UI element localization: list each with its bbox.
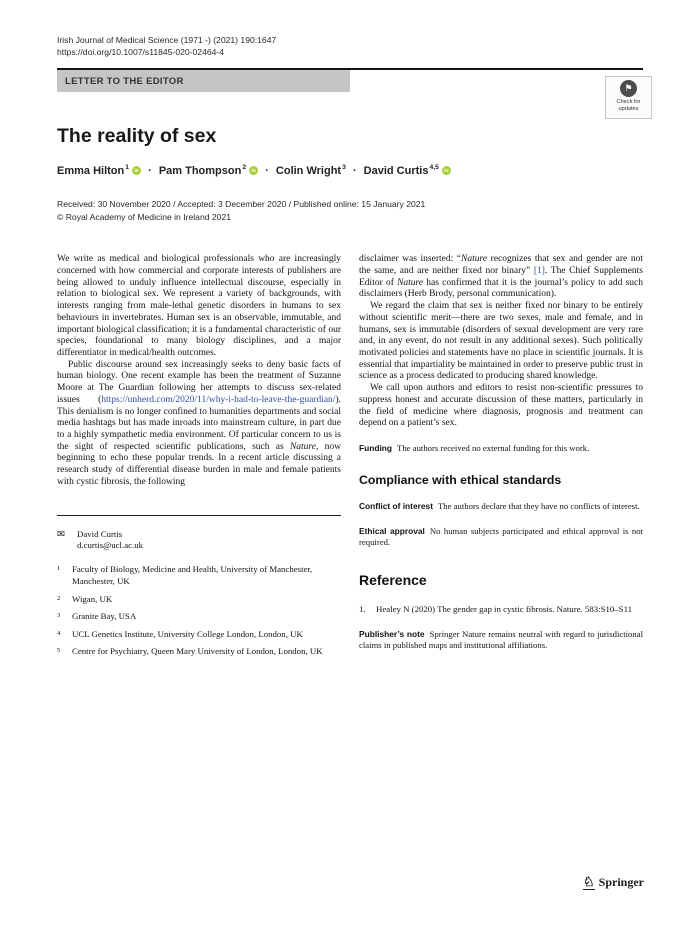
copyright-line: © Royal Academy of Medicine in Ireland 2021 [57,211,232,222]
conflict-of-interest-note: Conflict of interest The authors declare that they have no conflicts of interest. [359,501,640,512]
affiliation-item: 5 Centre for Psychiatry, Queen Mary University of London, London, UK [57,646,323,657]
compliance-heading: Compliance with ethical standards [359,473,562,488]
ethical-approval-note: Ethical approval No human subjects participated and ethical approval is not required. [359,525,643,548]
article-type-banner: LETTER TO THE EDITOR [57,70,350,92]
reference-item: 1. Healey N (2020) The gender gap in cystic fibrosis. Nature. 583:S10–S11 [359,603,633,614]
author-name: Emma Hilton$^1$ iD [57,165,141,177]
affiliation-list [57,564,341,658]
affiliation-item: 1 Faculty of Biology, Medicine and Health, University of Manchester, Manchester, UK [57,564,313,586]
affiliation-item: 4 UCL Genetics Institute, University College London, London, UK [57,628,303,639]
body-paragraph: We call upon authors and editors to resist non-scientific pressures to suppress honest and accurate discussion of these matters, particularly in the field of medicine where diagnosis, prognosis and treatment can depend on a patient’s sex. [359,383,643,429]
orcid-icon[interactable]: iD [249,166,258,175]
body-paragraph: Public discourse around sex increasingly seeks to deny basic facts of human biology. One recent example has been the treatment of Suzanne Moore at The Guardian following her attempts to discuss sex-related issues (https://unherd.com/2020/11/why-i-had-to-leave-the-guardian/). This denialism is no longer confined to humanities departments and social media hashtags but has made inroads into mainstream culture, in part due to a highly sympathetic media environment. Of particular concern to us is the sight of respected scientific publications, such as Nature, now beginning to echo these popular trends. In a recent article discussing a research study of differential disease burden in male and female patients with cystic fibrosis, the following [57,359,341,487]
funding-note: Funding The authors received no external funding for this work. [359,442,590,453]
funding-label: Funding [359,442,393,453]
orcid-icon[interactable]: iD [132,166,141,175]
publisher-note-label: Publisher’s note [359,628,425,639]
left-column [57,254,341,664]
correspondence-block [57,529,341,553]
envelope-icon: ✉ [57,529,65,540]
publisher-note: Publisher’s note Springer Nature remains neutral with regard to jurisdictional claims in published maps and institutional affiliations. [359,628,644,650]
journal-title-line: Irish Journal of Medical Science (1971 -) (2021) 190:1647 [57,35,277,45]
article-body [57,254,643,664]
springer-logo [583,875,644,890]
correspondence-email[interactable]: d.curtis@ucl.ac.uk [77,540,143,551]
bookmark-icon: ⚑ [620,80,637,97]
author-list: Emma Hilton$^1$ iD · Pam Thompson$^2$ iD · Colin Wright$^3$ · David Curtis$^{4,5}$ iD [57,164,643,177]
right-column [359,254,643,664]
publication-dates: Received: 30 November 2020 / Accepted: 3 December 2020 / Published online: 15 January 2021 © Royal Academy of Medicine in Ireland 2021 [57,198,643,225]
body-paragraph: We write as medical and biological professionals who are increasingly concerned with how commercial and corporate interests of publishers are being allowed to unduly influence intellectual discourse, especially in relation to biological sex. We represent a variety of backgrounds, with interests ranging from male-lethal genetic disorders in humans to sex behaviours in invertebrates. Human sex is an observable, immutable, and important biological classification; it is a fundamental characteristic of our species, foundational to many biology disciplines, and a major differentiator in medical/health outcomes. [57,254,341,358]
doi-link[interactable]: https://doi.org/10.1007/s11845-020-02464-4 [57,47,225,58]
affiliation-item: 3 Granite Bay, USA [57,611,137,622]
author-name: David Curtis$^{4,5}$ iD [364,165,451,177]
conflict-label: Conflict of interest [359,501,433,512]
footnote-divider [57,515,341,516]
body-paragraph: We regard the claim that sex is neither fixed nor binary to be entirely without scientific merit—there are two sexes, male and female, and in humans, sex is immutable (disorders of sexual development are very rare and, in any event, do not result in any additional sexes). Such politically motivated policies and statements have no place in scientific journals. It is essential that impartiality be maintained in order to preserve public trust in science as a process dedicated to producing shared knowledge. [359,301,643,382]
springer-knight-icon: ♘ [583,874,595,889]
author-name: Colin Wright$^3$ [275,163,346,177]
page-title: The reality of sex [57,124,217,147]
check-for-updates-badge[interactable] [605,76,652,119]
author-name: Pam Thompson$^2$ iD [159,165,258,177]
citation-1-link[interactable]: [1] [533,265,545,276]
affiliation-item: 2 Wigan, UK [57,593,113,604]
badge-text: Check for updates [616,99,641,112]
orcid-icon[interactable]: iD [442,166,451,175]
correspondence-name: David Curtis [77,528,123,539]
body-paragraph: disclaimer was inserted: “Nature recognizes that sex and gender are not the same, and are neither fixed nor binary” [1]. The Chief Supplements Editor of Nature has confirmed that it is the journal’s policy to add such disclaimers (Herb Brody, personal communication). [359,254,643,300]
springer-wordmark: Springer [598,875,644,889]
reference-heading: Reference [359,572,427,589]
unherd-link[interactable]: https://unherd.com/2020/11/why-i-had-to-leave-the-guardian/ [101,394,336,405]
ethical-label: Ethical approval [359,525,425,536]
